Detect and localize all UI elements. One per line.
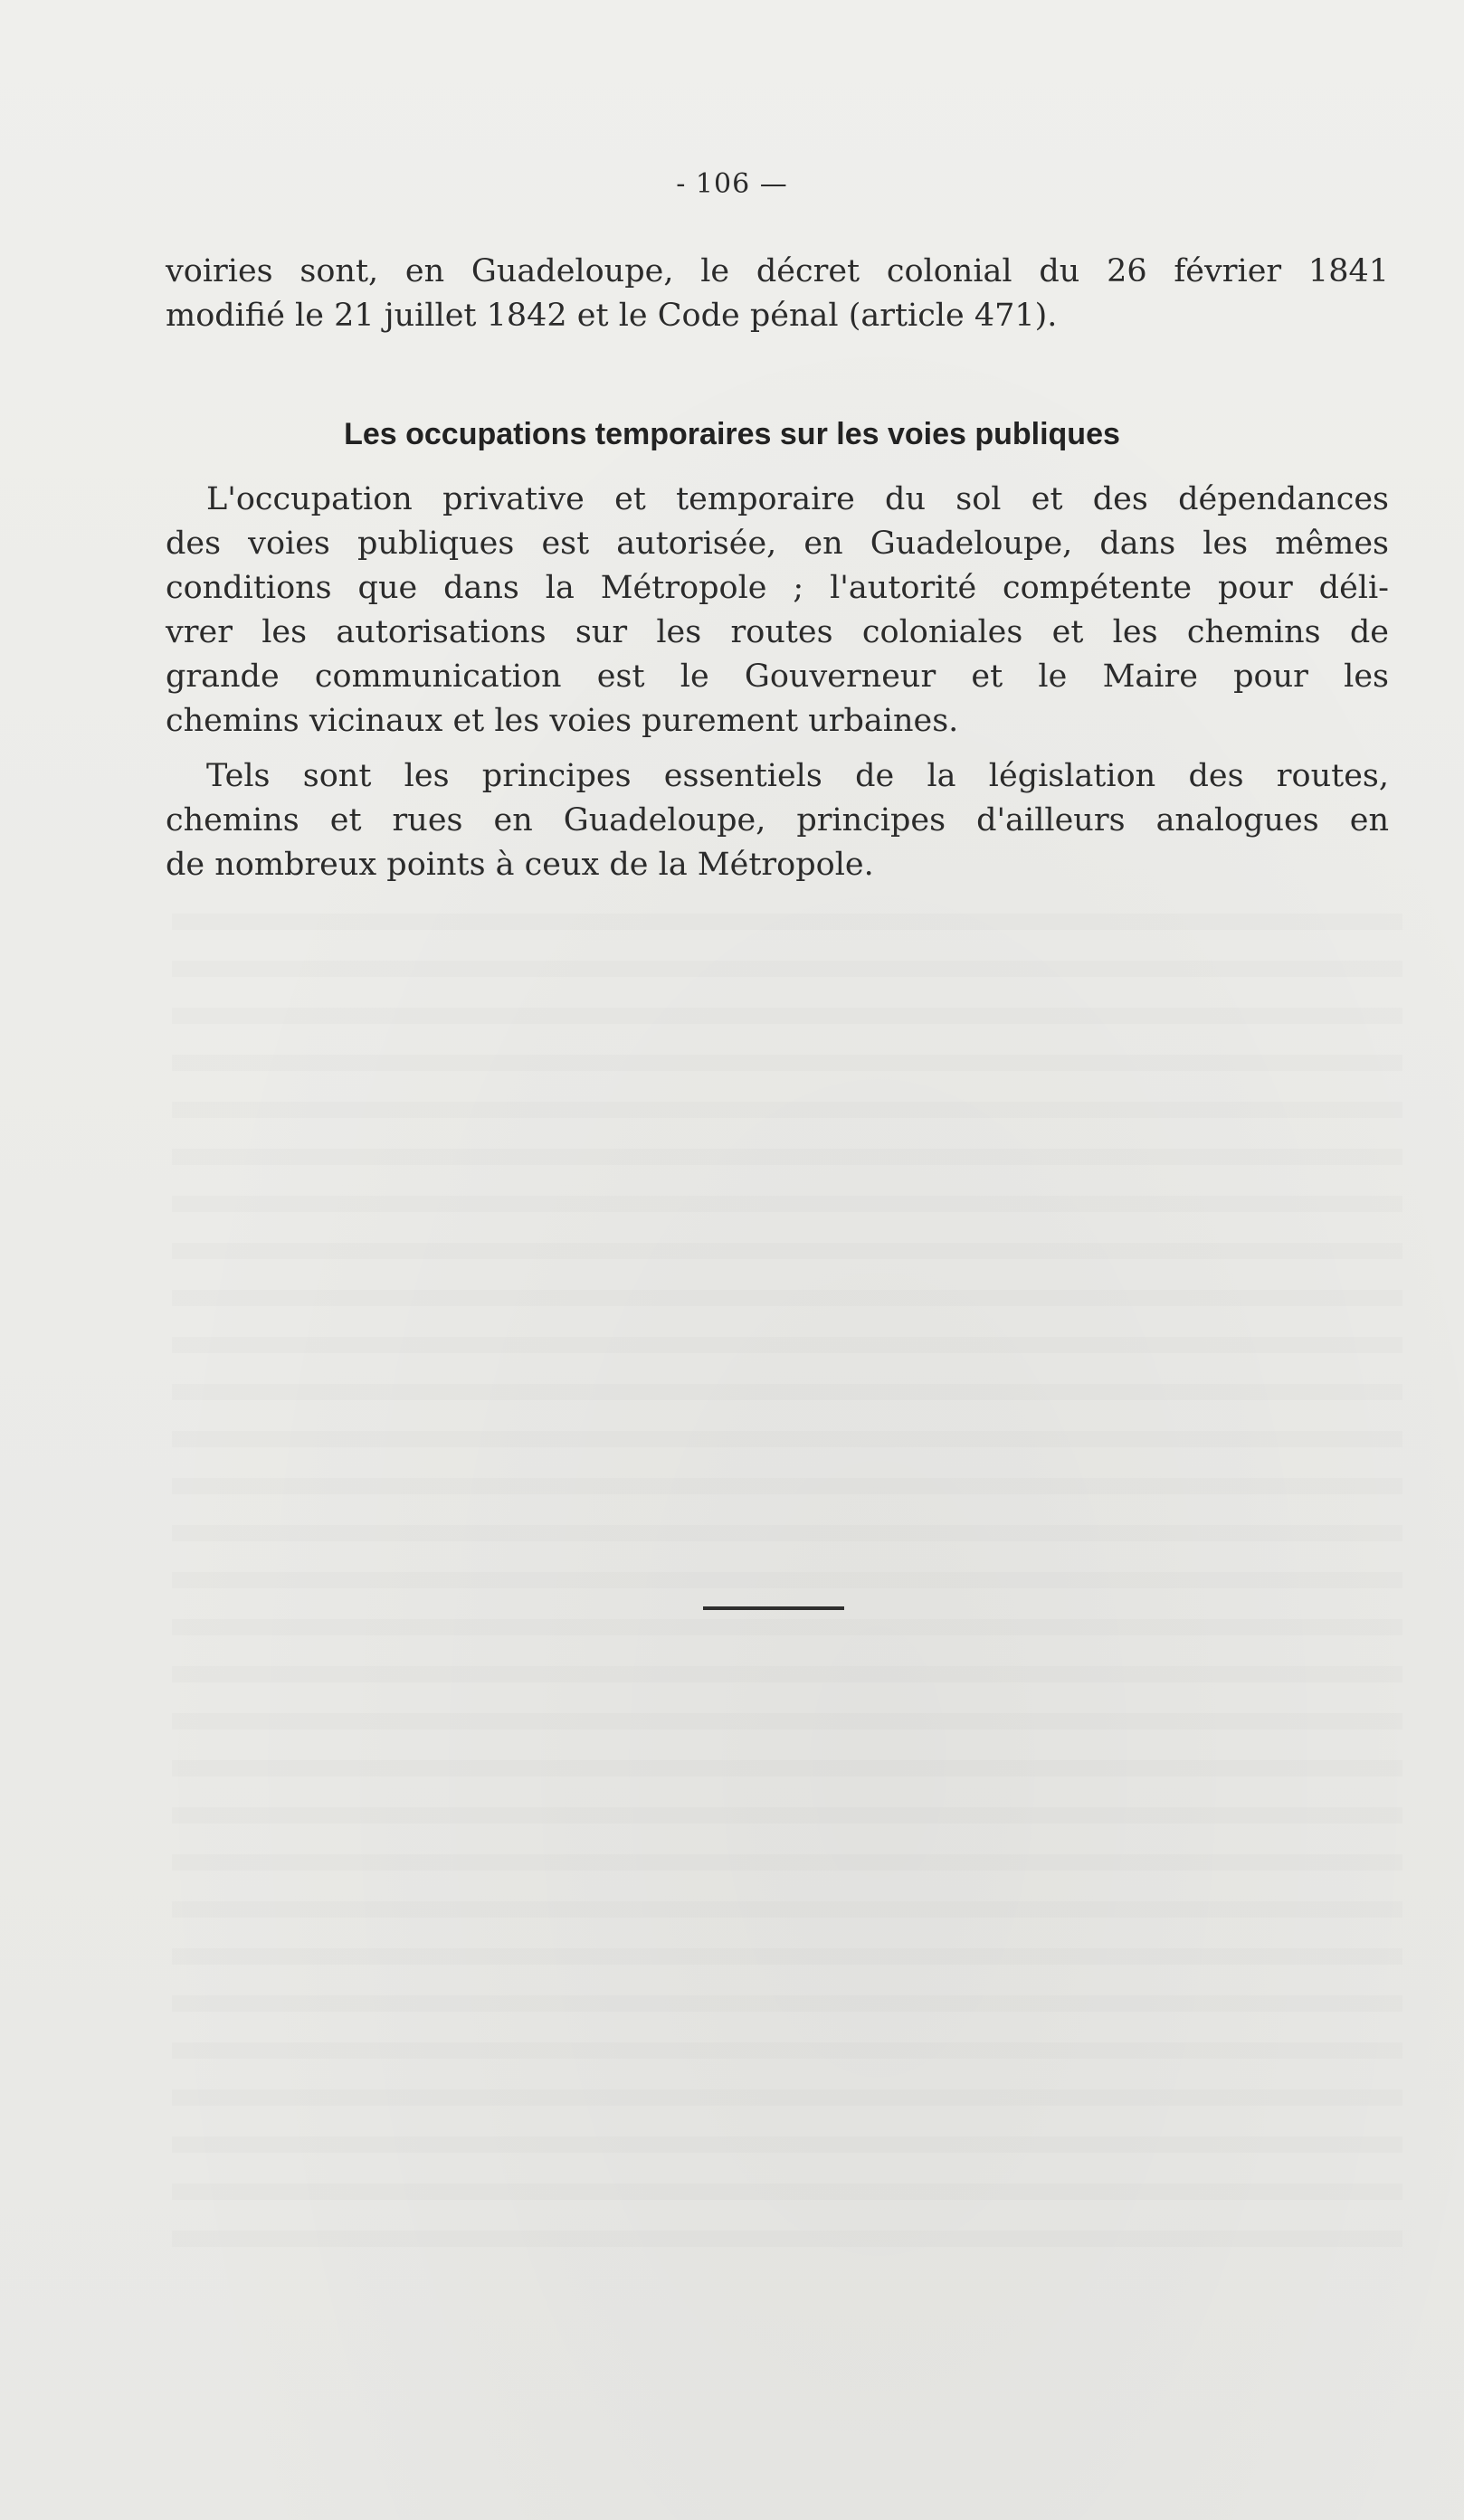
paragraph-intro xyxy=(166,250,1389,338)
text-line: chemins et rues en Guadeloupe, principes d'ailleurs analogues en xyxy=(166,802,1389,838)
text-line: conditions que dans la Métropole ; l'autorité compétente pour déli- xyxy=(166,570,1389,606)
text-line: chemins vicinaux et les voies purement urbaines. xyxy=(166,703,959,739)
page-number: - 106 — xyxy=(676,168,788,200)
paragraph-occupation xyxy=(166,478,1389,744)
section-heading: Les occupations temporaires sur les voies publiques xyxy=(344,417,1120,451)
text-line: des voies publiques est autorisée, en Guadeloupe, dans les mêmes xyxy=(166,526,1389,562)
text-line: Tels sont les principes essentiels de la législation des routes, xyxy=(206,758,1389,794)
text-line: grande communication est le Gouverneur et le Maire pour les xyxy=(166,658,1389,695)
text-line: voiries sont, en Guadeloupe, le décret colonial du 26 février 1841 xyxy=(166,253,1389,289)
text-line: vrer les autorisations sur les routes coloniales et les chemins de xyxy=(166,614,1389,650)
paragraph-principles xyxy=(166,754,1389,887)
show-through-texture xyxy=(172,914,1402,2252)
text-line: modifié le 21 juillet 1842 et le Code pénal (article 471). xyxy=(166,298,1058,334)
text-line: de nombreux points à ceux de la Métropole. xyxy=(166,847,874,883)
text-line: L'occupation privative et temporaire du sol et des dépendances xyxy=(206,481,1389,517)
separator-rule xyxy=(703,1606,844,1610)
